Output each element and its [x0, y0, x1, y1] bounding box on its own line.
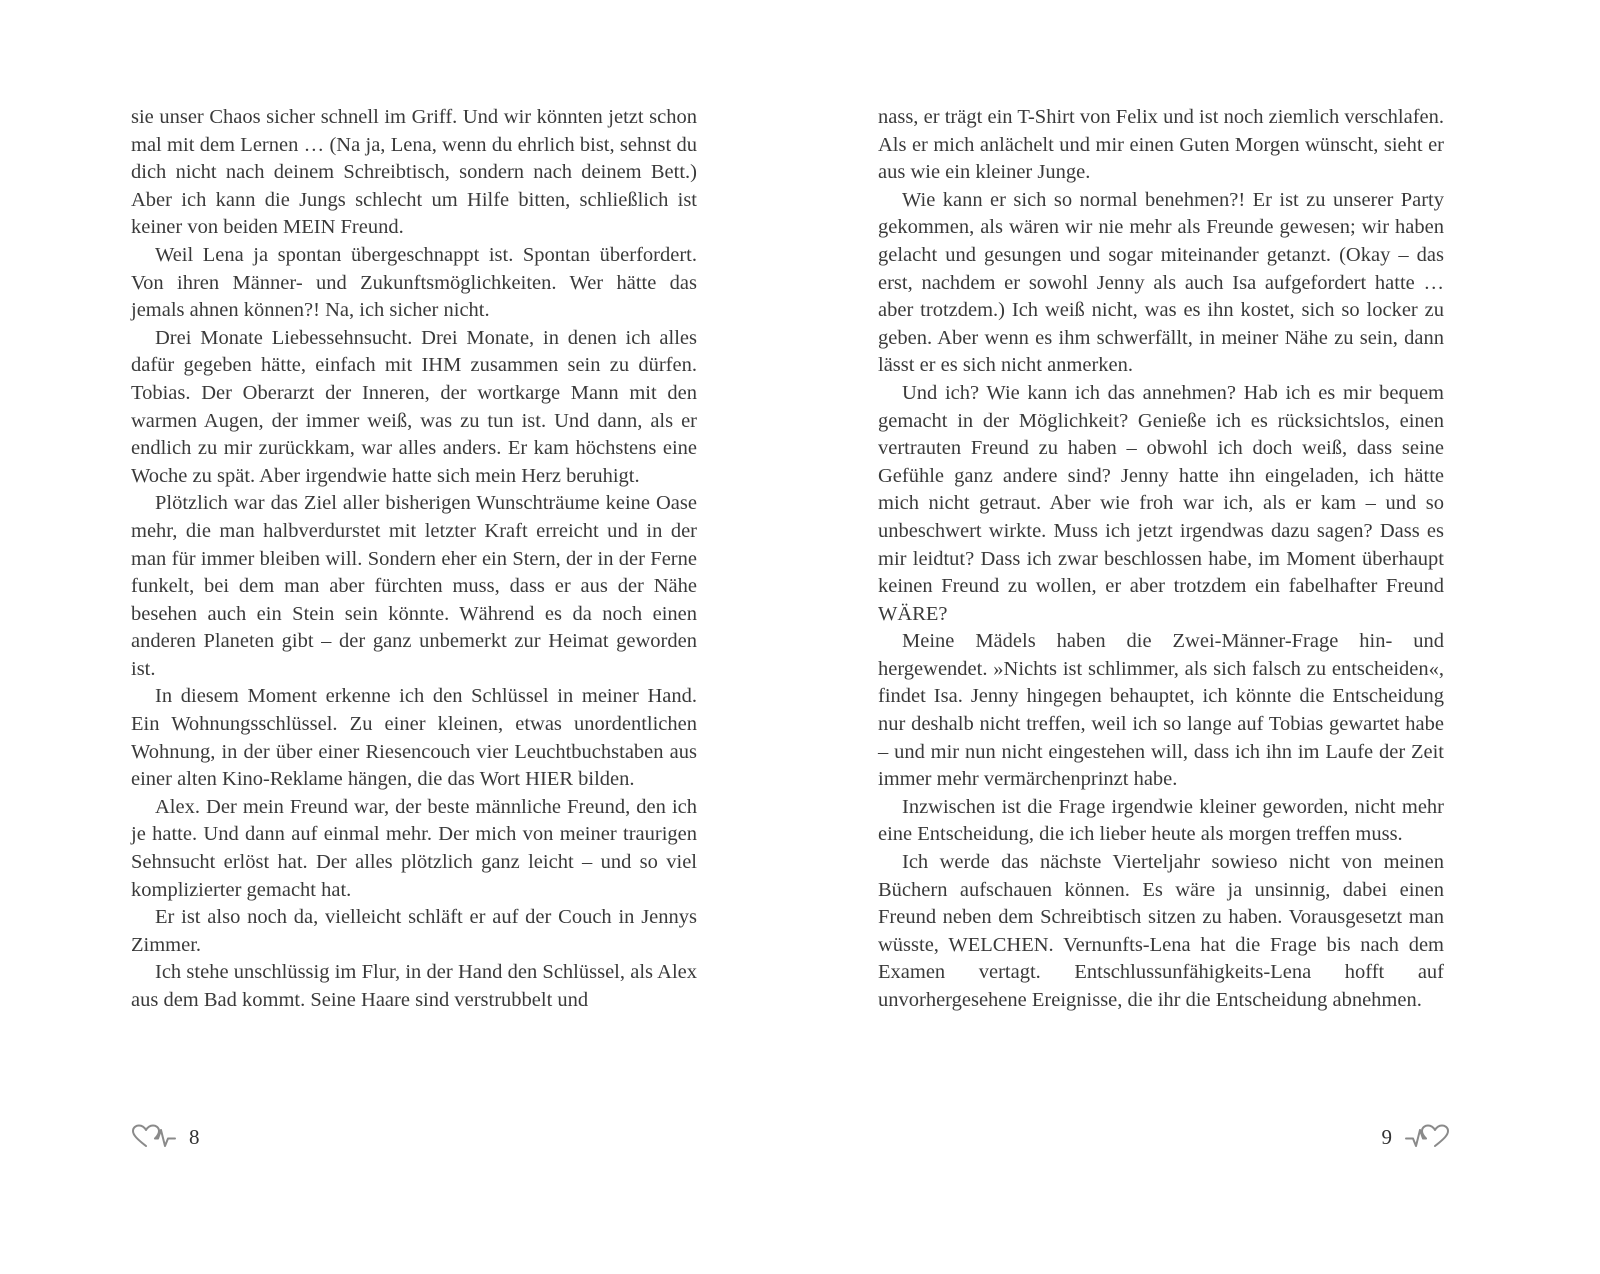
right-page — [800, 0, 1600, 1274]
paragraph: Inzwischen ist die Frage irgendwie kleiner geworden, nicht mehr eine Entscheidung, die ich lieber heute als morgen treffen muss. — [878, 795, 1444, 846]
heart-heartbeat-icon — [131, 1124, 177, 1150]
paragraph: Wie kann er sich so normal benehmen?! Er ist zu unserer Party gekommen, als wären wir nie mehr als Freunde gewesen; wir haben gelacht und gesungen und sogar miteinander getanzt. (Okay – das erst, nachdem er sowohl Jenny als auch Isa aufgefordert hatte … aber trotzdem.) Ich weiß nicht, was es ihn kostet, sich so locker zu geben. Aber wenn es ihm schwerfällt, in meiner Nähe zu sein, dann lässt er es sich nicht anmerken. — [878, 188, 1444, 377]
right-page-body — [878, 104, 1444, 1015]
paragraph: Plötzlich war das Ziel aller bisherigen Wunschträume keine Oase mehr, die man halbverdurstet mit letzter Kraft erreicht und in der man für immer bleiben will. Sondern eher ein Stern, der in der Ferne funkelt, bei dem man aber fürchten muss, dass er aus der Nähe besehen auch ein Stein sein könnte. Während es da noch einen anderen Planeten gibt – der ganz unbemerkt zur Heimat geworden ist. — [131, 492, 697, 680]
right-page-footer — [1382, 1124, 1451, 1150]
paragraph: Ich werde das nächste Vierteljahr sowieso nicht von meinen Büchern aufschauen können. Es wäre ja unsinnig, dabei einen Freund neben dem Schreibtisch sitzen zu haben. Vorausgesetzt man wüsste, WELCHEN. Vernunfts-Lena hat die Frage bis nach dem Examen vertagt. Entschlussunfähigkeits-Lena hofft auf unvorhergesehene Ereignisse, die ihr die Entscheidung abnehmen. — [878, 851, 1444, 1011]
page-number: 9 — [1381, 1124, 1392, 1149]
paragraph: nass, er trägt ein T-Shirt von Felix und ist noch ziemlich verschlafen. Als er mich anlächelt und mir einen Guten Morgen wünscht, sieht er aus wie ein kleiner Junge. — [878, 106, 1444, 184]
paragraph: Er ist also noch da, vielleicht schläft er auf der Couch in Jennys Zimmer. — [131, 906, 697, 956]
page-number: 8 — [189, 1124, 200, 1149]
left-page-footer — [131, 1124, 200, 1150]
paragraph: sie unser Chaos sicher schnell im Griff. Und wir könnten jetzt schon mal mit dem Lernen … (Na ja, Lena, wenn du ehrlich bist, sehnst du dich nicht nach deinem Schreibtisch, sondern nach deinem Bett.) Aber ich kann die Jungs schlecht um Hilfe bitten, schließlich ist keiner von beiden MEIN Freund. — [131, 106, 697, 239]
paragraph: In diesem Moment erkenne ich den Schlüssel in meiner Hand. Ein Wohnungsschlüssel. Zu einer kleinen, etwas unordentlichen Wohnung, in der über einer Riesencouch vier Leuchtbuchstaben aus einer alten Kino-Reklame hängen, die das Wort HIER bilden. — [131, 685, 697, 791]
paragraph: Ich stehe unschlüssig im Flur, in der Hand den Schlüssel, als Alex aus dem Bad kommt. Seine Haare sind verstrubbelt und — [131, 961, 697, 1011]
left-page-body — [131, 104, 697, 1015]
paragraph: Meine Mädels haben die Zwei-Männer-Frage hin- und hergewendet. »Nichts ist schlimmer, als sich falsch zu entscheiden«, findet Isa. Jenny hingegen behauptet, ich könnte die Entscheidung nur deshalb nicht treffen, weil ich so lange auf Tobias gewartet habe – und mir nun nicht eingestehen will, dass ich ihn im Laufe der Zeit immer mehr vermärchenprinzt habe. — [878, 630, 1444, 791]
paragraph: Alex. Der mein Freund war, der beste männliche Freund, den ich je hatte. Und dann auf einmal mehr. Der mich von meiner traurigen Sehnsucht erlöst hat. Der alles plötzlich ganz leicht – und so viel komplizierter gemacht hat. — [131, 795, 697, 901]
paragraph: Weil Lena ja spontan übergeschnappt ist. Spontan überfordert. Von ihren Männer- und Zukunftsmöglichkeiten. Wer hätte das jemals ahnen können?! Na, ich sicher nicht. — [131, 243, 697, 322]
paragraph: Drei Monate Liebessehnsucht. Drei Monate, in denen ich alles dafür gegeben hätte, einfach mit IHM zusammen sein zu dürfen. Tobias. Der Oberarzt der Inneren, der wortkarge Mann mit den warmen Augen, der immer weiß, was zu tun ist. Und dann, als er endlich zu mir zurückkam, war alles anders. Er kam höchstens eine Woche zu spät. Aber irgendwie hatte sich mein Herz beruhigt. — [131, 326, 697, 487]
heart-heartbeat-icon — [1404, 1124, 1450, 1150]
paragraph: Und ich? Wie kann ich das annehmen? Hab ich es mir bequem gemacht in der Möglichkeit? Genieße ich es rücksichtslos, einen vertrauten Freund zu haben – obwohl ich doch weiß, dass seine Gefühle ganz andere sind? Jenny hatte ihn eingeladen, ich hätte mich nicht getraut. Aber wie froh war ich, als er kam – und so unbeschwert wirkte. Muss ich jetzt irgendwas dazu sagen? Dass es mir leidtut? Dass ich zwar beschlossen habe, im Moment überhaupt keinen Freund zu wollen, er aber trotzdem ein fabelhafter Freund WÄRE? — [878, 381, 1444, 625]
